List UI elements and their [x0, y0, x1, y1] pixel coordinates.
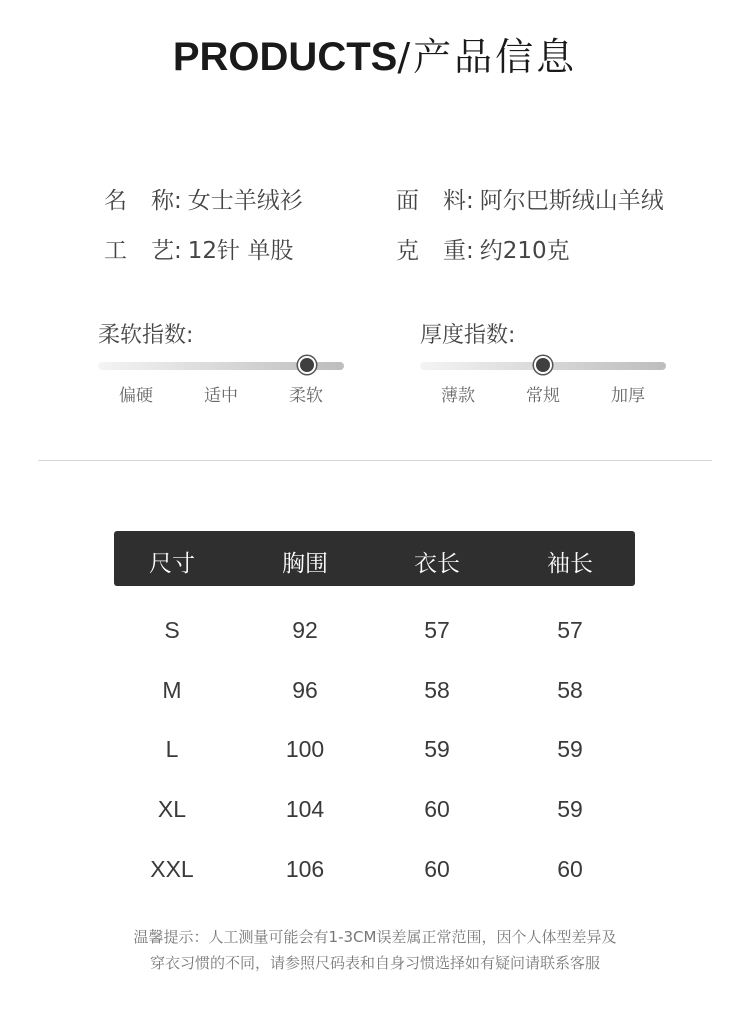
thickness-knob — [534, 356, 552, 374]
cell-chest: 106 — [285, 856, 325, 882]
cell-sleeve: 57 — [557, 617, 583, 643]
softness-tick-low: 偏硬 — [119, 386, 153, 406]
info-name-value: 女士羊绒衫 — [187, 188, 303, 214]
cell-chest: 96 — [292, 677, 318, 703]
cell-length: 60 — [424, 856, 450, 882]
info-weight-label: 克重 — [396, 238, 466, 264]
info-craft: 工艺: 12针 单股 — [104, 232, 293, 265]
cell-sleeve: 58 — [557, 677, 583, 703]
size-table-header — [114, 531, 635, 586]
softness-title: 柔软指数: — [98, 323, 194, 348]
info-craft-value: 12针 单股 — [187, 238, 294, 264]
thickness-tick-high: 加厚 — [611, 386, 645, 406]
softness-tick-mid: 适中 — [204, 386, 238, 406]
softness-knob — [298, 356, 316, 374]
note-line-2: 穿衣习惯的不同，请参照尺码表和自身习惯选择如有疑问请联系客服 — [149, 954, 600, 972]
info-name-label: 名称 — [104, 188, 174, 214]
header-size: 尺寸 — [149, 551, 195, 577]
title-separator: / — [397, 35, 414, 79]
cell-size: XL — [157, 796, 187, 822]
info-fabric: 面料: 阿尔巴斯绒山羊绒 — [396, 182, 664, 215]
info-fabric-label: 面料 — [396, 188, 466, 214]
thickness-title: 厚度指数: — [420, 323, 516, 348]
title-english: PRODUCTS — [172, 35, 398, 79]
cell-chest: 104 — [285, 796, 325, 822]
cell-length: 59 — [424, 736, 450, 762]
info-weight: 克重: 约210克 — [396, 232, 570, 265]
cell-chest: 100 — [285, 736, 325, 762]
header-length: 衣长 — [414, 551, 460, 577]
section-divider — [38, 460, 712, 461]
header-sleeve: 袖长 — [547, 551, 593, 577]
cell-length: 60 — [424, 796, 450, 822]
cell-size: S — [164, 617, 180, 643]
header-chest: 胸围 — [282, 551, 328, 577]
note-line-1: 温馨提示：人工测量可能会有1-3CM误差属正常范围，因个人体型差异及 — [133, 928, 617, 946]
cell-sleeve: 60 — [557, 856, 583, 882]
page-title — [0, 26, 750, 81]
title-chinese: 产品信息 — [413, 35, 578, 79]
cell-sleeve: 59 — [557, 796, 583, 822]
thickness-tick-low: 薄款 — [441, 386, 475, 406]
cell-size: M — [162, 677, 182, 703]
cell-chest: 92 — [292, 617, 318, 643]
cell-size: XXL — [150, 856, 194, 882]
softness-tick-high: 柔软 — [289, 386, 323, 406]
cell-length: 58 — [424, 677, 450, 703]
info-fabric-value: 阿尔巴斯绒山羊绒 — [479, 188, 664, 214]
info-craft-label: 工艺 — [104, 238, 174, 264]
thickness-tick-mid: 常规 — [526, 386, 560, 406]
info-name: 名称: 女士羊绒衫 — [104, 182, 303, 215]
cell-length: 57 — [424, 617, 450, 643]
info-weight-value: 约210克 — [479, 238, 570, 264]
cell-size: L — [165, 736, 179, 762]
cell-sleeve: 59 — [557, 736, 583, 762]
